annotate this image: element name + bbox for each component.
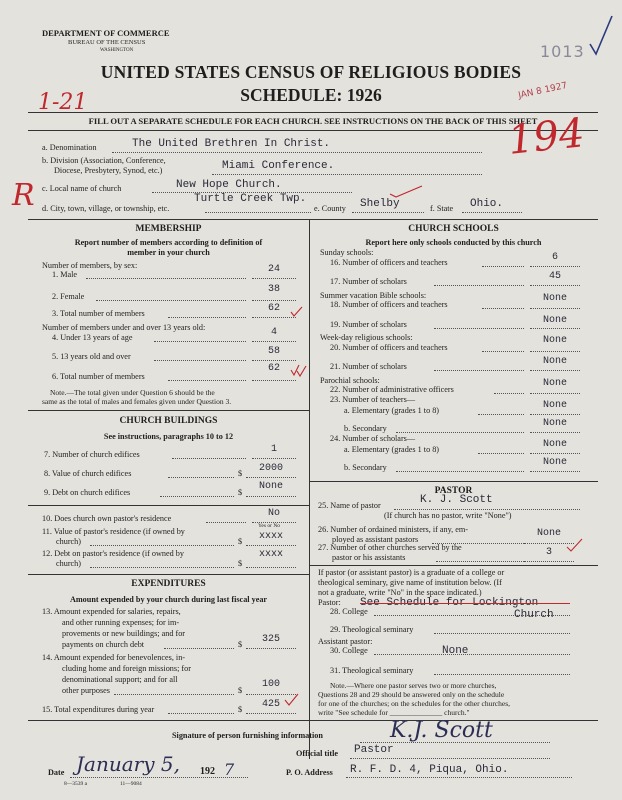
schools-sub: Report here only schools conducted by this church	[365, 238, 542, 247]
q23a-value: None	[542, 400, 567, 411]
q18-label: 18. Number of officers and teachers	[330, 300, 448, 309]
q22-label: 22. Number of administrative officers	[330, 385, 454, 394]
parochial-label: Parochial schools:	[320, 376, 380, 385]
membership-sub1: Report number of members according to definition of	[74, 238, 263, 247]
date-year-printed: 192	[200, 766, 215, 777]
q5-value: 58	[267, 346, 280, 357]
dollar-sign: $	[238, 537, 243, 546]
q13-line2: and other running expenses; for im-	[62, 618, 180, 627]
q28-label: 28. College	[330, 607, 368, 616]
q16-label: 16. Number of officers and teachers	[330, 258, 448, 267]
q11-label: 11. Value of pastor's residence (if owned by	[42, 527, 185, 536]
pastor-note-1: Note.—Where one pastor serves two or more churches,	[330, 681, 497, 690]
membership-sub2: member in your church	[127, 248, 210, 257]
membership-note-1: Note.—The total given under Question 6 should be the	[50, 388, 215, 397]
schools-heading: CHURCH SCHOOLS	[408, 224, 499, 234]
q24b-label: b. Secondary	[344, 463, 387, 472]
age-label: Number of members under and over 13 years old:	[42, 323, 206, 332]
q14-line1: 14. Amount expended for benevolences, in-	[42, 653, 186, 662]
q13-line4: payments on church debt	[62, 640, 145, 649]
q11-value: xxxx	[258, 531, 283, 542]
q24b-value: None	[542, 457, 567, 468]
q12-label: 12. Debt on pastor's residence (if owned by	[42, 549, 184, 558]
q3-value: 62	[267, 303, 280, 314]
q24a-label: a. Elementary (grades 1 to 8)	[344, 445, 440, 454]
graduate-note-2: theological seminary, give name of institution below. (If	[318, 578, 502, 587]
membership-heading: MEMBERSHIP	[135, 224, 202, 234]
q10-label: 10. Does church own pastor's residence	[42, 514, 172, 523]
form-number: 8—3539 a	[64, 781, 88, 787]
date-year-handwritten: 7	[224, 760, 235, 779]
po-address-value: R. F. D. 4, Piqua, Ohio.	[350, 764, 509, 776]
expenditures-heading: EXPENDITURES	[131, 579, 206, 589]
yes-or-no-hint: Yes or No	[258, 523, 281, 529]
q14-line3: denominational support; and for all	[62, 675, 178, 684]
q13-line3: provements or new buildings; and for	[62, 629, 186, 638]
bureau-label: BUREAU OF THE CENSUS	[68, 39, 146, 46]
city-label: WASHINGTON	[100, 48, 134, 53]
q4-label: 4. Under 13 years of age	[52, 333, 133, 342]
q9-label: 9. Debt on church edifices	[44, 488, 131, 497]
dollar-sign: $	[238, 686, 243, 695]
graduate-note-3: not a graduate, write "No" in the space indicated.)	[318, 588, 482, 597]
q15-label: 15. Total expenditures during year	[42, 705, 155, 714]
q30-value: None	[442, 645, 469, 657]
county-value: Shelby	[360, 198, 400, 210]
county-label: e. County	[314, 204, 346, 213]
handwritten-number-left: 1-21	[38, 90, 88, 115]
q19-label: 19. Number of scholars	[330, 320, 407, 329]
q1-label: 1. Male	[52, 270, 78, 279]
department-label: DEPARTMENT OF COMMERCE	[42, 28, 170, 38]
q22-value: None	[542, 378, 567, 389]
checkmark-icon	[588, 14, 614, 58]
q13-line1: 13. Amount expended for salaries, repairs,	[42, 607, 181, 616]
q25-value: K. J. Scott	[420, 494, 493, 506]
po-address-label: P. O. Address	[286, 768, 333, 777]
handwritten-number-right: 194	[505, 110, 587, 164]
buildings-sub: See instructions, paragraphs 10 to 12	[103, 432, 234, 441]
q18-value: None	[542, 293, 567, 304]
q26-label: 26. Number of ordained ministers, if any, em-	[318, 525, 468, 534]
signature-label: Signature of person furnishing information	[172, 731, 323, 740]
red-check-icon	[388, 184, 424, 198]
red-check-icon	[290, 306, 304, 318]
pastor-note-3: for one of the churches; on the schedules for the other churches,	[318, 699, 511, 708]
expenditures-sub: Amount expended by your church during last fiscal year	[69, 595, 268, 604]
official-title-value: Pastor	[354, 744, 394, 756]
q5-label: 5. 13 years old and over	[52, 352, 131, 361]
q6-label: 6. Total number of members	[52, 372, 145, 381]
assistant-pastor-label: Assistant pastor:	[318, 637, 373, 646]
q20-value: None	[542, 335, 567, 346]
pastor-note-4: write "See schedule for ______________ church."	[318, 708, 470, 717]
q2-label: 2. Female	[52, 292, 85, 301]
date-label: Date	[48, 768, 65, 777]
bysex-label: Number of members, by sex:	[42, 261, 138, 270]
dollar-sign: $	[238, 559, 243, 568]
q6-value: 62	[267, 363, 280, 374]
q13-value: 325	[261, 634, 280, 645]
membership-note-2: same as the total of males and females given under Question 3.	[42, 397, 232, 406]
q24-label: 24. Number of scholars—	[330, 434, 416, 443]
q28-value: See Schedule for Lockington	[360, 597, 539, 609]
q28-value-2: Church	[514, 609, 554, 621]
q17-value: 45	[548, 271, 561, 282]
q11-label-2: church)	[56, 537, 82, 546]
q2-value: 38	[267, 284, 280, 295]
instruction-line: FILL OUT A SEPARATE SCHEDULE FOR EACH CHURCH. SEE INSTRUCTIONS ON THE BACK OF THIS SHEET	[88, 116, 538, 126]
red-double-check-icon	[290, 364, 308, 378]
q27-value: 3	[545, 547, 552, 558]
q9-value: None	[258, 481, 283, 492]
graduate-note-1: If pastor (or assistant pastor) is a graduate of a college or	[318, 568, 505, 577]
q23b-label: b. Secondary	[344, 424, 387, 433]
division-value: Miami Conference.	[222, 160, 335, 172]
red-check-icon	[566, 537, 584, 553]
denomination-label: a. Denomination	[42, 143, 97, 152]
q8-label: 8. Value of church edifices	[44, 469, 132, 478]
pastor-note-2: Questions 28 and 29 should be answered only on the schedule	[318, 690, 505, 699]
q16-value: 6	[551, 252, 558, 263]
church-name-value: New Hope Church.	[176, 179, 282, 191]
q7-label: 7. Number of church edifices	[44, 450, 140, 459]
city-value: Turtle Creek Twp.	[194, 193, 307, 205]
buildings-heading: CHURCH BUILDINGS	[119, 416, 218, 426]
division-label-2: Diocese, Presbytery, Synod, etc.)	[54, 166, 163, 175]
q23a-label: a. Elementary (grades 1 to 8)	[344, 406, 440, 415]
pastor-sublabel: Pastor:	[318, 598, 341, 607]
summer-label: Summer vacation Bible schools:	[320, 291, 427, 300]
q19-value: None	[542, 315, 567, 326]
form-title: UNITED STATES CENSUS OF RELIGIOUS BODIES	[100, 62, 522, 82]
q3-label: 3. Total number of members	[52, 309, 145, 318]
dollar-sign: $	[238, 705, 243, 714]
q30-label: 30. College	[330, 646, 368, 655]
denomination-value: The United Brethren In Christ.	[132, 138, 331, 150]
city-label-field: d. City, town, village, or township, etc.	[42, 204, 170, 213]
q27-label: 27. Number of other churches served by the	[318, 543, 462, 552]
q27-label-2: pastor or his assistants	[332, 553, 406, 562]
q29-label: 29. Theological seminary	[330, 625, 414, 634]
q10-value: No	[267, 508, 280, 519]
schedule-title: SCHEDULE: 1926	[240, 85, 382, 105]
q1-value: 24	[267, 264, 280, 275]
q14-line4: other purposes	[62, 686, 110, 695]
q23-label: 23. Number of teachers—	[330, 395, 416, 404]
q8-value: 2000	[258, 463, 283, 474]
q14-line2: cluding home and foreign missions; for	[62, 664, 191, 673]
q14-value: 100	[261, 679, 280, 690]
church-name-label: c. Local name of church	[42, 184, 122, 193]
q12-label-2: church)	[56, 559, 82, 568]
form-number-2: 11—9084	[120, 781, 142, 787]
pastor-heading: PASTOR	[434, 486, 473, 496]
q24a-value: None	[542, 439, 567, 450]
q21-label: 21. Number of scholars	[330, 362, 407, 371]
red-check-icon	[284, 693, 300, 707]
dollar-sign: $	[238, 488, 243, 497]
q4-value: 4	[270, 327, 277, 338]
date-value: January 5,	[76, 752, 180, 776]
q26-label-2: ployed as assistant pastors	[332, 535, 419, 544]
dollar-sign: $	[238, 640, 243, 649]
q21-value: None	[542, 356, 567, 367]
date-stamp: JAN 8 1927	[517, 80, 569, 102]
state-value: Ohio.	[470, 198, 504, 210]
q15-value: 425	[261, 699, 280, 710]
q25-sub: (If church has no pastor, write "None")	[384, 511, 512, 520]
q31-label: 31. Theological seminary	[330, 666, 414, 675]
q17-label: 17. Number of scholars	[330, 277, 407, 286]
dollar-sign: $	[238, 469, 243, 478]
weekday-label: Week-day religious schools:	[320, 333, 413, 342]
handwritten-r: R	[12, 178, 35, 213]
q23b-value: None	[542, 418, 567, 429]
sunday-label: Sunday schools:	[320, 248, 374, 257]
q25-label: 25. Name of pastor	[318, 501, 381, 510]
stamp-number: 1013	[540, 42, 585, 61]
division-label: b. Division (Association, Conference,	[42, 156, 166, 165]
official-title-label: Official title	[296, 749, 339, 758]
q7-value: 1	[270, 444, 277, 455]
q20-label: 20. Number of officers and teachers	[330, 343, 448, 352]
q12-value: xxxx	[258, 549, 283, 560]
q26-value: None	[536, 528, 561, 539]
signature-value: K.J. Scott	[390, 718, 493, 743]
state-label: f. State	[430, 204, 454, 213]
